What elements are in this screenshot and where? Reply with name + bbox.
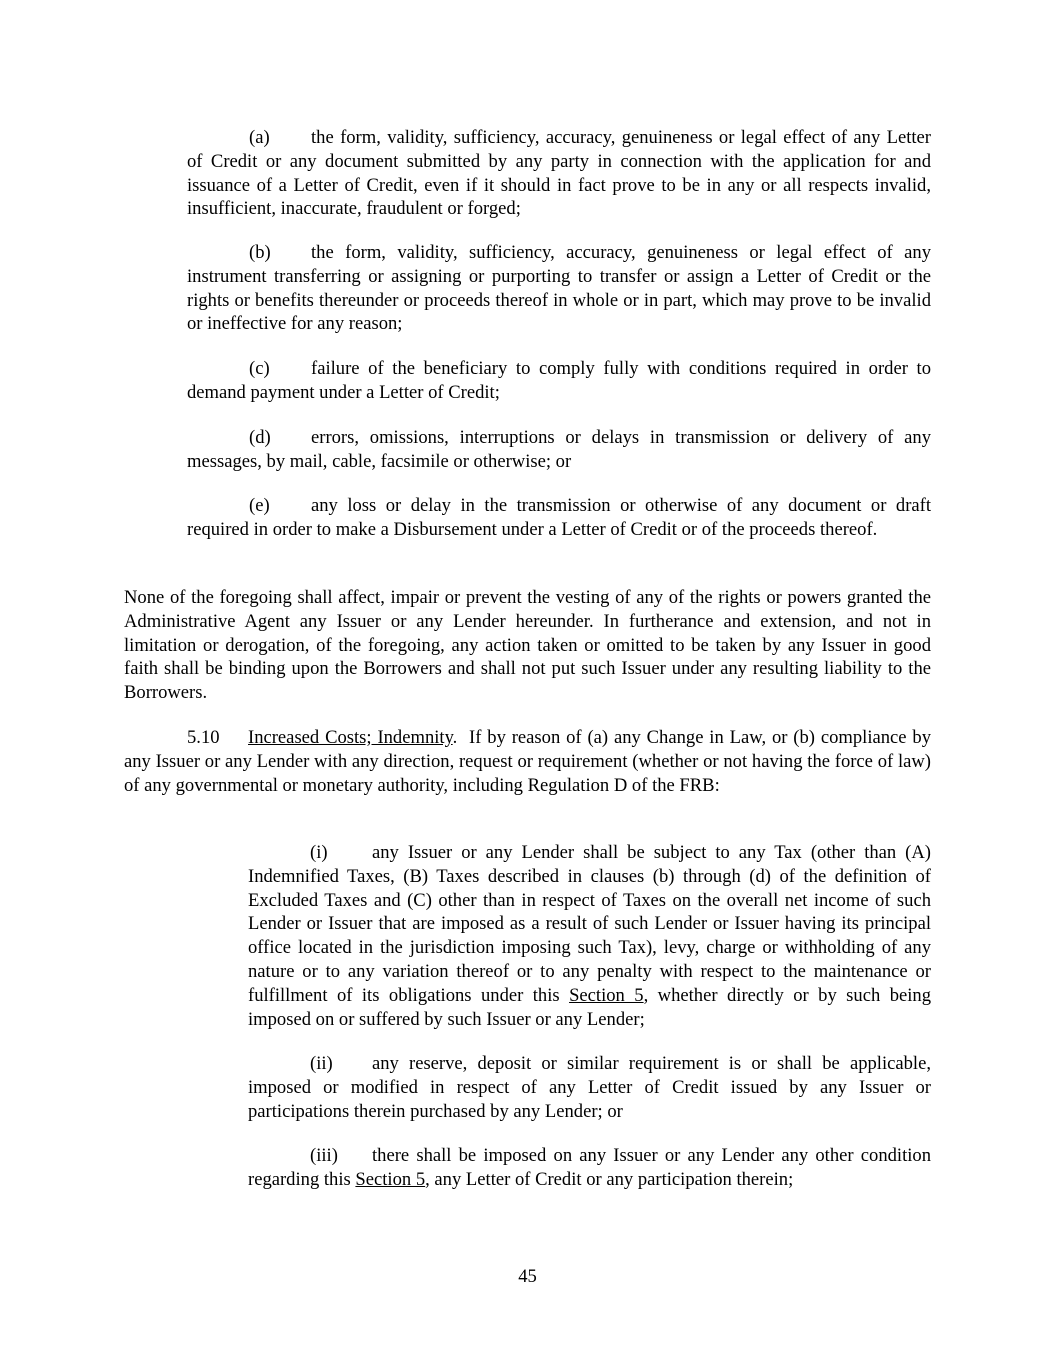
- clause-text: the form, validity, sufficiency, accuracy, genuineness or legal effect of any instrument transferring or assigning or purporting to transfer or assign a Letter of Credit or the rights or benefits thereunder or proceeds thereof in whole or in part, which may prove to be invalid or ineffective for any reason;: [187, 242, 931, 335]
- clause-d: [187, 426, 931, 474]
- clause-b: [187, 241, 931, 336]
- subclause-text: any Issuer or any Lender shall be subject to any Tax (other than (A) Indemnified Taxes, (B) Taxes described in clauses (b) through (d) of the definition of Excluded Taxes and (C) other than in respect of Taxes on the overall net income of such Lender or Issuer that are imposed as a result of such Lender or Issuer having its principal office located in the jurisdiction imposing such Tax), levy, charge or withholding of any nature or to any variation thereof or to any penalty with respect to the maintenance or fulfillment of its obligations under this: [248, 842, 931, 1006]
- section-heading-period: .: [452, 727, 458, 748]
- clause-label: (c): [249, 358, 270, 379]
- subclause-ii: [248, 1052, 931, 1123]
- clause-text: errors, omissions, interruptions or delays in transmission or delivery of any messages, by mail, cable, facsimile or otherwise; or: [187, 427, 931, 472]
- section-number: 5.10: [187, 727, 220, 748]
- section-5-10: [124, 726, 936, 797]
- subclause-label: (ii): [310, 1053, 333, 1074]
- section-reference-link: Section 5: [569, 984, 644, 1006]
- clause-c: [187, 357, 931, 405]
- subclause-text: there shall be imposed on any Issuer or any Lender any other condition regarding this: [248, 1145, 931, 1190]
- subclause-text: any reserve, deposit or similar requirement is or shall be applicable, imposed or modified in respect of any Letter of Credit issued by any Issuer or participations therein purchased by any Lender; or: [248, 1053, 931, 1122]
- clause-e: [187, 494, 931, 542]
- foregoing-paragraph: None of the foregoing shall affect, impair or prevent the vesting of any of the rights or powers granted the Administrative Agent any Issuer or any Lender hereunder. In furtherance and extension, and not in limitation or derogation, of the foregoing, any action taken or omitted to be taken by any Issuer in good faith shall be binding upon the Borrowers and shall not put such Issuer under any resulting liability to the Borrowers.: [124, 587, 931, 704]
- page-number: 45: [518, 1266, 537, 1287]
- section-text: If by reason of (a) any Change in Law, or (b) compliance by any Issuer or any Lender with any direction, request or requirement (whether or not having the force of law) of any governmental or monetary authority, including Regulation D of the FRB:: [124, 727, 936, 796]
- clause-label: (b): [249, 242, 271, 263]
- section-heading: Increased Costs; Indemnity: [248, 727, 453, 748]
- subclause-iii: [248, 1144, 931, 1192]
- subclause-text-after: , any Letter of Credit or any participation therein;: [425, 1168, 794, 1190]
- subclause-label: (i): [310, 842, 328, 863]
- clause-text: any loss or delay in the transmission or otherwise of any document or draft required in order to make a Disbursement under a Letter of Credit or of the proceeds thereof.: [187, 495, 931, 540]
- clause-label: (e): [249, 495, 270, 516]
- clause-a: [187, 126, 931, 221]
- clause-text: failure of the beneficiary to comply fully with conditions required in order to demand payment under a Letter of Credit;: [187, 358, 931, 403]
- subclause-text-after: , whether directly or by such being imposed on or suffered by such Issuer or any Lender;: [248, 984, 932, 1030]
- clause-label: (d): [249, 427, 271, 448]
- clause-label: (a): [249, 127, 270, 148]
- subclause-i: [248, 841, 931, 1031]
- subclause-label: (iii): [310, 1145, 338, 1166]
- clause-text: the form, validity, sufficiency, accuracy, genuineness or legal effect of any Letter of Credit or any document submitted by any party in connection with the application for and issuance of a Letter of Credit, even if it should in fact prove to be in any or all respects invalid, insufficient, inaccurate, fraudulent or forged;: [187, 127, 931, 220]
- section-reference-link: Section 5: [355, 1168, 426, 1190]
